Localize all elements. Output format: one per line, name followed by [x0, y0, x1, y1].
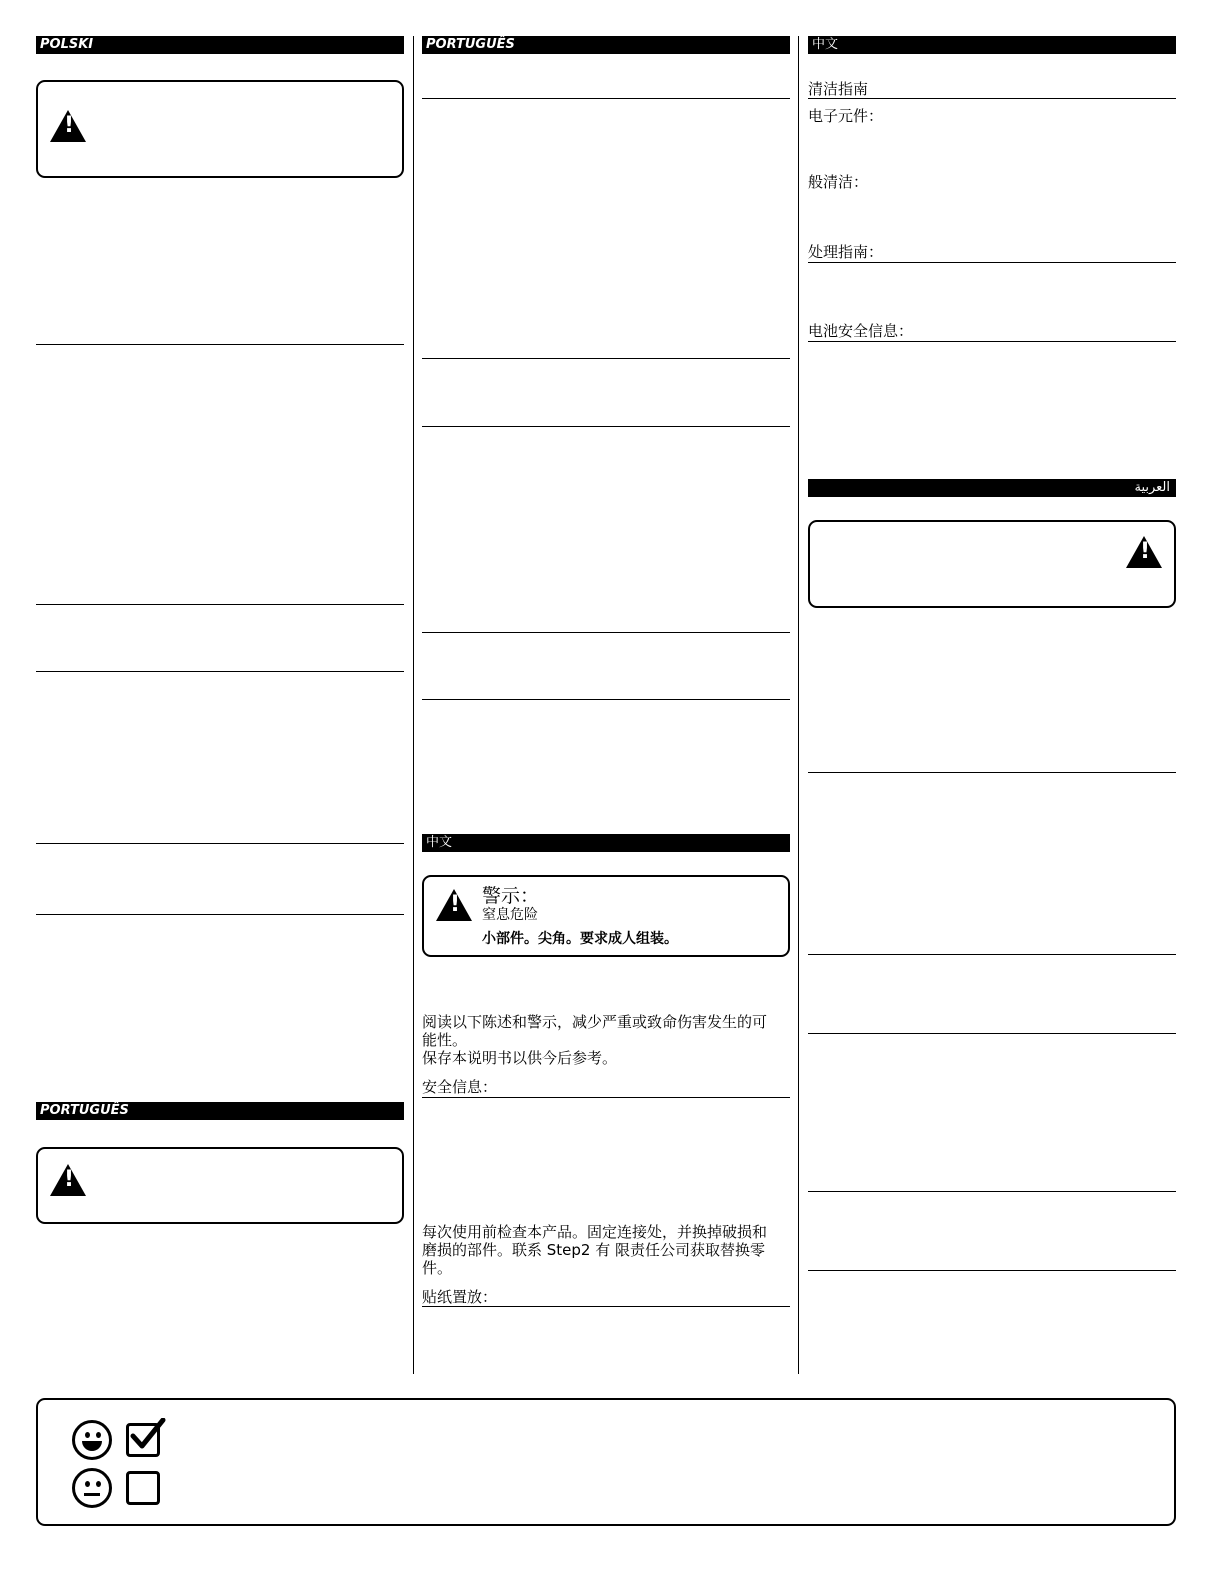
section-rule — [808, 772, 1176, 773]
warning-icon — [50, 1164, 86, 1196]
warning-line-choking: 窒息危险 — [482, 907, 538, 923]
column-divider-2 — [798, 36, 799, 1374]
section-rule — [808, 341, 1176, 342]
general-cleaning-label: 般清洁： — [808, 173, 869, 191]
lang-header-chinese-middle: 中文 — [422, 834, 790, 852]
section-rule — [36, 843, 404, 844]
sticker-placement-heading: 贴纸置放： — [422, 1288, 498, 1306]
section-rule — [36, 604, 404, 605]
warning-box-arabic — [808, 520, 1176, 608]
footer-feedback-box — [36, 1398, 1176, 1526]
section-rule — [422, 632, 790, 633]
lang-header-chinese-right: 中文 — [808, 36, 1176, 54]
battery-safety-heading: 电池安全信息： — [808, 322, 914, 340]
warning-title: 警示： — [482, 885, 540, 907]
section-rule — [808, 1191, 1176, 1192]
section-rule — [36, 914, 404, 915]
section-rule — [422, 358, 790, 359]
section-rule — [808, 98, 1176, 99]
lang-header-arabic: العربية — [808, 479, 1176, 497]
section-rule — [422, 426, 790, 427]
section-rule — [36, 344, 404, 345]
section-rule — [36, 671, 404, 672]
warning-icon — [50, 110, 86, 142]
section-rule — [808, 1270, 1176, 1271]
section-rule — [422, 1097, 790, 1098]
cleaning-heading: 清洁指南 — [808, 80, 869, 98]
section-rule — [422, 1306, 790, 1307]
disposal-heading: 处理指南： — [808, 243, 884, 261]
checkmark-icon — [127, 1418, 167, 1454]
inspect-paragraph: 每次使用前检查本产品。固定连接处，并换掉破损和磨损的部件。联系 Step2 有 限责任公司获取替换零件。 — [422, 1223, 768, 1277]
warning-line-small-parts: 小部件。尖角。要求成人组装。 — [482, 931, 678, 947]
checked-checkbox-icon — [126, 1423, 160, 1457]
section-rule — [422, 699, 790, 700]
safety-info-heading: 安全信息： — [422, 1078, 498, 1096]
warning-box-chinese — [422, 875, 790, 957]
section-rule — [808, 954, 1176, 955]
empty-checkbox-icon — [126, 1471, 160, 1505]
intro-paragraph: 阅读以下陈述和警示，减少严重或致命伤害发生的可能性。 — [422, 1013, 768, 1049]
lang-header-polski: POLSKI — [36, 36, 404, 54]
neutral-face-icon — [72, 1468, 112, 1508]
happy-face-icon — [72, 1420, 112, 1460]
lang-header-portugues: PORTUGUÊS — [422, 36, 790, 54]
warning-box-portugues-left — [36, 1147, 404, 1224]
warning-box-polski — [36, 80, 404, 178]
save-instructions-paragraph: 保存本说明书以供今后参考。 — [422, 1049, 618, 1067]
section-rule — [808, 262, 1176, 263]
warning-icon — [1126, 536, 1162, 568]
lang-header-portugues-left: PORTUGUÊS — [36, 1102, 404, 1120]
column-divider-1 — [413, 36, 414, 1374]
section-rule — [808, 1033, 1176, 1034]
section-rule — [422, 98, 790, 99]
electronics-label: 电子元件： — [808, 107, 884, 125]
warning-icon — [436, 889, 472, 921]
